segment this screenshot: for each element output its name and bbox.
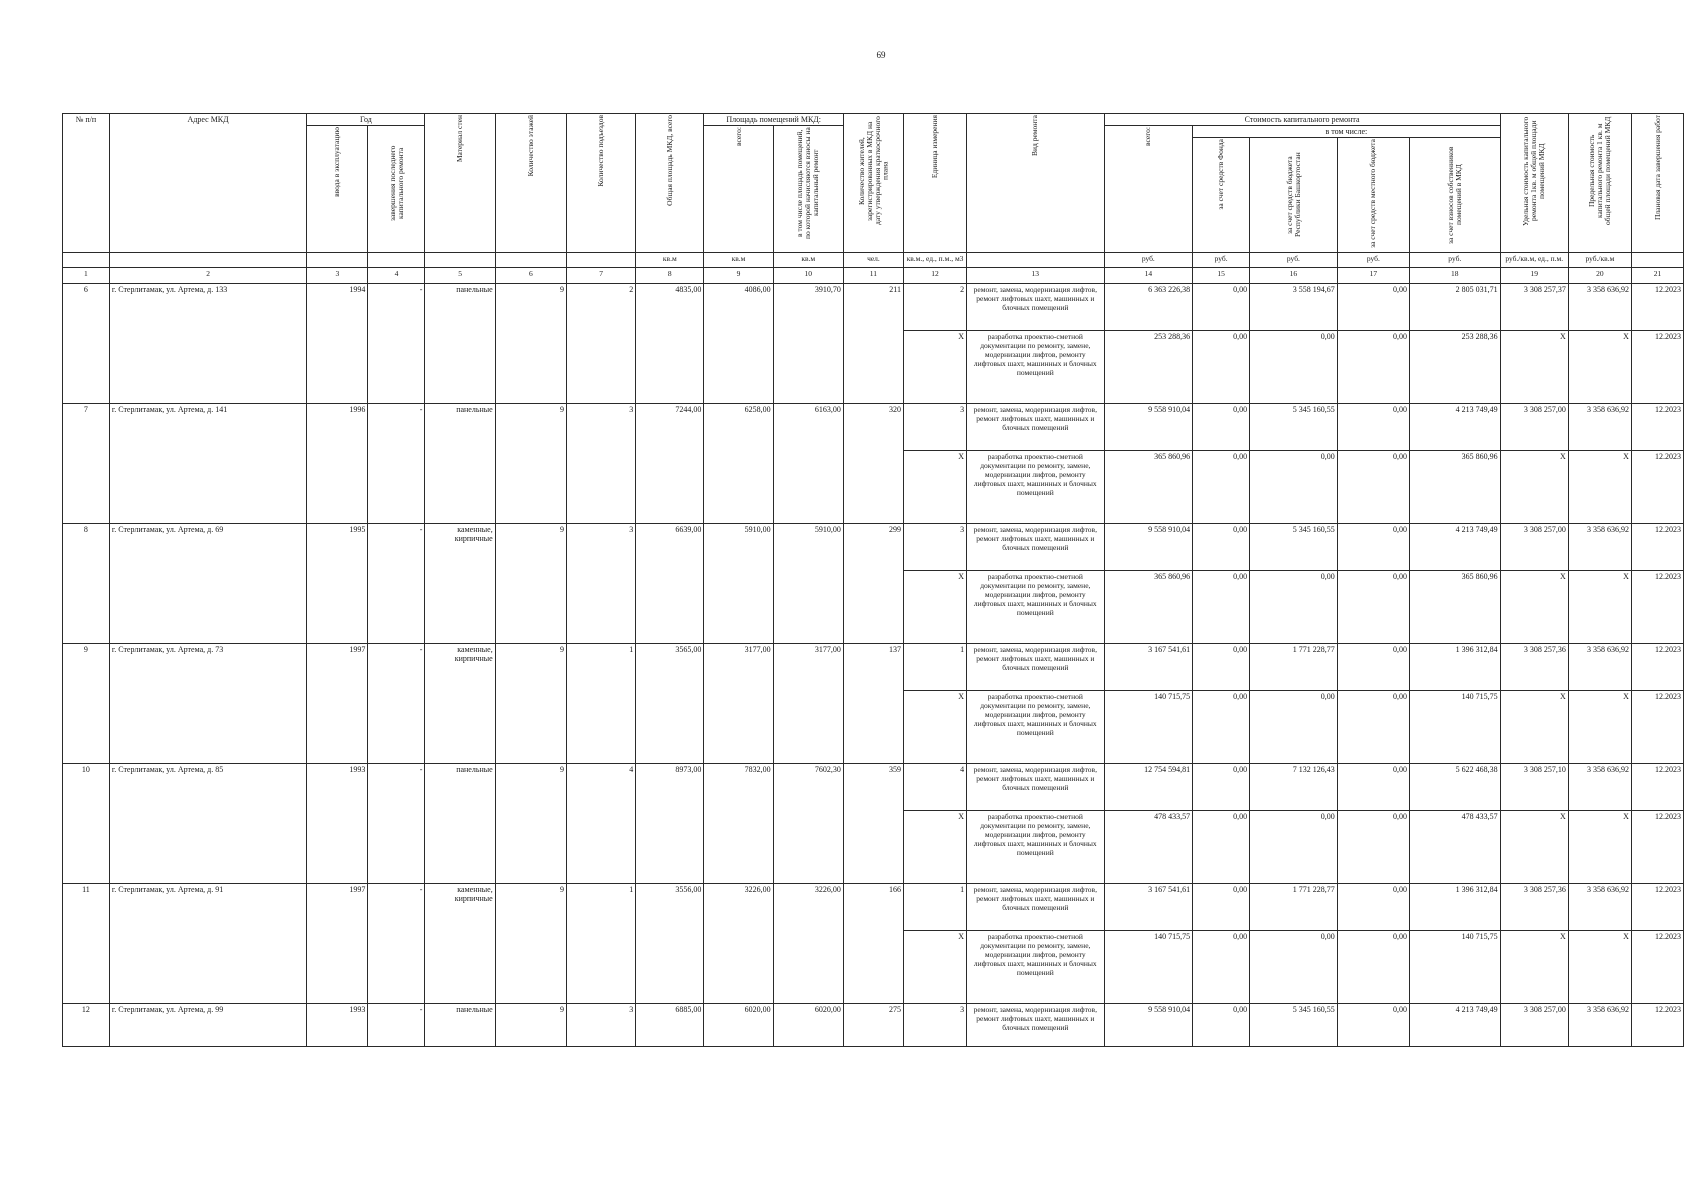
row-number: 6 (63, 284, 110, 404)
cost-max-cell: X (1568, 691, 1631, 764)
entrances-cell: 2 (566, 284, 635, 404)
cost-spec-cell: 3 308 257,10 (1500, 764, 1568, 811)
cost-mb-cell: 0,00 (1337, 1004, 1409, 1047)
col-work-type: Вид ремонта (967, 114, 1104, 253)
cost-date-cell: 12.2023 (1631, 451, 1683, 524)
cost-date-cell: 12.2023 (1631, 284, 1683, 331)
col-premises-total: всего: (704, 126, 773, 253)
entrances-cell: 3 (566, 1004, 635, 1047)
cost-own-cell: 2 805 031,71 (1409, 284, 1500, 331)
address-cell: г. Стерлитамак, ул. Артема, д. 99 (109, 1004, 307, 1047)
work-type-cell: разработка проектно-сметной документации по ремонту, замене, модернизации лифтов, ремонту лифтовых шахт, машинных и блочных помещений (967, 331, 1104, 404)
cost-spec-cell: X (1500, 451, 1568, 524)
work-type-cell: разработка проектно-сметной документации по ремонту, замене, модернизации лифтов, ремонту лифтовых шахт, машинных и блочных помещений (967, 811, 1104, 884)
col-max-cost: Предельная стоимость капитального ремонта 1 кв. м общей площади помещений МКД (1568, 114, 1631, 253)
material-cell: каменные, кирпичные (425, 524, 495, 644)
entrances-cell: 3 (566, 524, 635, 644)
cost-date-cell: 12.2023 (1631, 571, 1683, 644)
cost-fund-cell: 0,00 (1193, 884, 1250, 931)
floors-cell: 9 (495, 524, 566, 644)
column-number-cell: 18 (1409, 268, 1500, 284)
row-number: 9 (63, 644, 110, 764)
premises-cell: 7832,00 (704, 764, 773, 884)
material-cell: панельные (425, 404, 495, 524)
cost-own-cell: 5 622 468,38 (1409, 764, 1500, 811)
cost-mb-cell: 0,00 (1337, 644, 1409, 691)
cost-spec-cell: 3 308 257,37 (1500, 284, 1568, 331)
cost-max-cell: 3 358 636,92 (1568, 524, 1631, 571)
unit-cell: руб. (1250, 253, 1338, 268)
premises-cell: 3226,00 (704, 884, 773, 1004)
unit-cell: руб. (1409, 253, 1500, 268)
entrances-cell: 4 (566, 764, 635, 884)
last-repair-cell: - (368, 1004, 425, 1047)
cost-date-cell: 12.2023 (1631, 691, 1683, 764)
cost-rb-cell: 0,00 (1250, 931, 1338, 1004)
cost-own-cell: 140 715,75 (1409, 691, 1500, 764)
table-row (63, 284, 1684, 331)
column-number-cell: 10 (773, 268, 843, 284)
floors-cell: 9 (495, 884, 566, 1004)
cost-spec-cell: X (1500, 571, 1568, 644)
cost-spec-cell: 3 308 257,36 (1500, 884, 1568, 931)
material-cell: панельные (425, 1004, 495, 1047)
cost-max-cell: 3 358 636,92 (1568, 884, 1631, 931)
unit-cell: руб./кв.м, ед., п.м. (1500, 253, 1568, 268)
unit-value-cell: 2 (903, 284, 966, 331)
capital-repair-table (62, 113, 1684, 1047)
address-cell: г. Стерлитамак, ул. Артема, д. 141 (109, 404, 307, 524)
cost-date-cell: 12.2023 (1631, 404, 1683, 451)
column-number-cell: 21 (1631, 268, 1683, 284)
cost-spec-cell: X (1500, 331, 1568, 404)
cost-total-cell: 3 167 541,61 (1104, 644, 1193, 691)
cost-date-cell: 12.2023 (1631, 764, 1683, 811)
column-number-cell: 20 (1568, 268, 1631, 284)
last-repair-cell: - (368, 884, 425, 1004)
cost-own-cell: 1 396 312,84 (1409, 644, 1500, 691)
cost-fund-cell: 0,00 (1193, 691, 1250, 764)
cost-max-cell: X (1568, 931, 1631, 1004)
unit-value-cell: 4 (903, 764, 966, 811)
work-type-cell: разработка проектно-сметной документации по ремонту, замене, модернизации лифтов, ремонту лифтовых шахт, машинных и блочных помещений (967, 571, 1104, 644)
cost-own-cell: 478 433,57 (1409, 811, 1500, 884)
col-premises-contrib: в том числе площадь помещений, по которой начисляются взносы на капитальный ремонт (773, 126, 843, 253)
cost-total-cell: 6 363 226,38 (1104, 284, 1193, 331)
unit-cell: кв.м., ед., п.м., м3 (903, 253, 966, 268)
year-cell: 1997 (307, 884, 368, 1004)
cost-mb-cell: 0,00 (1337, 884, 1409, 931)
cost-max-cell: X (1568, 571, 1631, 644)
unit-cell: чел. (843, 253, 903, 268)
cost-total-cell: 3 167 541,61 (1104, 884, 1193, 931)
cost-mb-cell: 0,00 (1337, 811, 1409, 884)
contrib-area-cell: 6020,00 (773, 1004, 843, 1047)
cost-mb-cell: 0,00 (1337, 404, 1409, 451)
entrances-cell: 3 (566, 404, 635, 524)
cost-spec-cell: X (1500, 691, 1568, 764)
year-cell: 1996 (307, 404, 368, 524)
column-number-cell: 11 (843, 268, 903, 284)
total-area-cell: 7244,00 (636, 404, 704, 524)
column-number-cell: 15 (1193, 268, 1250, 284)
col-address: Адрес МКД (109, 114, 307, 253)
cost-max-cell: 3 358 636,92 (1568, 404, 1631, 451)
cost-total-cell: 253 288,36 (1104, 331, 1193, 404)
cost-total-cell: 365 860,96 (1104, 451, 1193, 524)
units-row (63, 253, 1684, 268)
cost-spec-cell: 3 308 257,00 (1500, 404, 1568, 451)
table-body (63, 284, 1684, 1047)
unit-cell: кв.м (636, 253, 704, 268)
total-area-cell: 3565,00 (636, 644, 704, 764)
unit-value-cell: X (903, 691, 966, 764)
cost-rb-cell: 0,00 (1250, 571, 1338, 644)
col-incl-group: в том числе: (1193, 126, 1501, 138)
address-cell: г. Стерлитамак, ул. Артема, д. 91 (109, 884, 307, 1004)
row-number: 10 (63, 764, 110, 884)
unit-cell (307, 253, 368, 268)
cost-total-cell: 140 715,75 (1104, 691, 1193, 764)
cost-fund-cell: 0,00 (1193, 284, 1250, 331)
cost-spec-cell: X (1500, 931, 1568, 1004)
table-header (63, 114, 1684, 284)
floors-cell: 9 (495, 404, 566, 524)
cost-max-cell: X (1568, 811, 1631, 884)
col-year-commission: ввода в эксплуатацию (307, 126, 368, 253)
cost-total-cell: 9 558 910,04 (1104, 1004, 1193, 1047)
column-number-cell: 9 (704, 268, 773, 284)
cost-rb-cell: 0,00 (1250, 331, 1338, 404)
col-residents: Количество жителей, зарегистрированных в МКД на дату утверждения краткосрочного плана (843, 114, 903, 253)
contrib-area-cell: 3177,00 (773, 644, 843, 764)
material-cell: каменные, кирпичные (425, 884, 495, 1004)
total-area-cell: 6885,00 (636, 1004, 704, 1047)
col-specific-cost: Удельная стоимость капитального ремонта 1кв. м общей площади помещений МКД (1500, 114, 1568, 253)
premises-cell: 5910,00 (704, 524, 773, 644)
cost-own-cell: 4 213 749,49 (1409, 1004, 1500, 1047)
material-cell: панельные (425, 764, 495, 884)
year-cell: 1993 (307, 1004, 368, 1047)
unit-value-cell: X (903, 811, 966, 884)
cost-total-cell: 365 860,96 (1104, 571, 1193, 644)
total-area-cell: 8973,00 (636, 764, 704, 884)
unit-cell: кв.м (704, 253, 773, 268)
unit-value-cell: X (903, 931, 966, 1004)
material-cell: панельные (425, 284, 495, 404)
address-cell: г. Стерлитамак, ул. Артема, д. 69 (109, 524, 307, 644)
col-year-group: Год (307, 114, 425, 126)
col-cost-group: Стоимость капитального ремонта (1104, 114, 1500, 126)
total-area-cell: 3556,00 (636, 884, 704, 1004)
cost-date-cell: 12.2023 (1631, 644, 1683, 691)
cost-max-cell: X (1568, 331, 1631, 404)
cost-mb-cell: 0,00 (1337, 764, 1409, 811)
cost-rb-cell: 0,00 (1250, 691, 1338, 764)
floors-cell: 9 (495, 284, 566, 404)
cost-mb-cell: 0,00 (1337, 331, 1409, 404)
cost-mb-cell: 0,00 (1337, 451, 1409, 524)
total-area-cell: 6639,00 (636, 524, 704, 644)
year-cell: 1995 (307, 524, 368, 644)
unit-value-cell: 1 (903, 644, 966, 691)
cost-rb-cell: 3 558 194,67 (1250, 284, 1338, 331)
cost-fund-cell: 0,00 (1193, 571, 1250, 644)
work-type-cell: ремонт, замена, модернизация лифтов, ремонт лифтовых шахт, машинных и блочных помещений (967, 884, 1104, 931)
cost-own-cell: 253 288,36 (1409, 331, 1500, 404)
unit-cell (368, 253, 425, 268)
cost-fund-cell: 0,00 (1193, 764, 1250, 811)
cost-date-cell: 12.2023 (1631, 931, 1683, 1004)
col-republic: за счет средств бюджета Республики Башкортостан (1250, 138, 1338, 253)
column-number-cell: 16 (1250, 268, 1338, 284)
cost-date-cell: 12.2023 (1631, 331, 1683, 404)
unit-cell (1631, 253, 1683, 268)
cost-mb-cell: 0,00 (1337, 524, 1409, 571)
row-number: 8 (63, 524, 110, 644)
unit-cell (63, 253, 110, 268)
floors-cell: 9 (495, 644, 566, 764)
cost-max-cell: X (1568, 451, 1631, 524)
unit-cell: руб. (1337, 253, 1409, 268)
col-owners: за счет взносов собственников помещений в МКД (1409, 138, 1500, 253)
column-number-cell: 7 (566, 268, 635, 284)
work-type-cell: разработка проектно-сметной документации по ремонту, замене, модернизации лифтов, ремонту лифтовых шахт, машинных и блочных помещений (967, 451, 1104, 524)
cost-total-cell: 140 715,75 (1104, 931, 1193, 1004)
entrances-cell: 1 (566, 884, 635, 1004)
cost-own-cell: 4 213 749,49 (1409, 524, 1500, 571)
col-unit: Единица измерения (903, 114, 966, 253)
column-number-cell: 4 (368, 268, 425, 284)
contrib-area-cell: 6163,00 (773, 404, 843, 524)
last-repair-cell: - (368, 404, 425, 524)
col-local: за счет средств местного бюджета (1337, 138, 1409, 253)
contrib-area-cell: 3226,00 (773, 884, 843, 1004)
unit-value-cell: 3 (903, 1004, 966, 1047)
residents-cell: 320 (843, 404, 903, 524)
unit-cell: руб. (1193, 253, 1250, 268)
work-type-cell: ремонт, замена, модернизация лифтов, ремонт лифтовых шахт, машинных и блочных помещений (967, 644, 1104, 691)
cost-rb-cell: 0,00 (1250, 811, 1338, 884)
cost-fund-cell: 0,00 (1193, 644, 1250, 691)
last-repair-cell: - (368, 764, 425, 884)
unit-cell (495, 253, 566, 268)
unit-cell (425, 253, 495, 268)
cost-total-cell: 12 754 594,81 (1104, 764, 1193, 811)
cost-fund-cell: 0,00 (1193, 931, 1250, 1004)
address-cell: г. Стерлитамак, ул. Артема, д. 85 (109, 764, 307, 884)
table-row (63, 524, 1684, 571)
column-number-cell: 5 (425, 268, 495, 284)
cost-fund-cell: 0,00 (1193, 404, 1250, 451)
table-row (63, 884, 1684, 931)
residents-cell: 166 (843, 884, 903, 1004)
cost-fund-cell: 0,00 (1193, 524, 1250, 571)
column-number-cell: 1 (63, 268, 110, 284)
cost-rb-cell: 5 345 160,55 (1250, 524, 1338, 571)
cost-total-cell: 9 558 910,04 (1104, 404, 1193, 451)
cost-own-cell: 365 860,96 (1409, 571, 1500, 644)
col-wall-material: Материал стен (425, 114, 495, 253)
column-number-cell: 17 (1337, 268, 1409, 284)
cost-mb-cell: 0,00 (1337, 571, 1409, 644)
cost-spec-cell: 3 308 257,00 (1500, 524, 1568, 571)
contrib-area-cell: 5910,00 (773, 524, 843, 644)
column-number-cell: 14 (1104, 268, 1193, 284)
row-number: 12 (63, 1004, 110, 1047)
floors-cell: 9 (495, 764, 566, 884)
col-premises-group: Площадь помещений МКД: (704, 114, 843, 126)
unit-value-cell: X (903, 451, 966, 524)
column-number-cell: 19 (1500, 268, 1568, 284)
unit-cell (109, 253, 307, 268)
cost-rb-cell: 7 132 126,43 (1250, 764, 1338, 811)
cost-rb-cell: 1 771 228,77 (1250, 884, 1338, 931)
premises-cell: 6020,00 (704, 1004, 773, 1047)
cost-fund-cell: 0,00 (1193, 1004, 1250, 1047)
cost-fund-cell: 0,00 (1193, 811, 1250, 884)
work-type-cell: разработка проектно-сметной документации по ремонту, замене, модернизации лифтов, ремонту лифтовых шахт, машинных и блочных помещений (967, 691, 1104, 764)
cost-fund-cell: 0,00 (1193, 451, 1250, 524)
col-entrances: Количество подъездов (566, 114, 635, 253)
column-number-cell: 6 (495, 268, 566, 284)
table-row (63, 1004, 1684, 1047)
last-repair-cell: - (368, 524, 425, 644)
floors-cell: 9 (495, 1004, 566, 1047)
cost-date-cell: 12.2023 (1631, 811, 1683, 884)
unit-value-cell: X (903, 331, 966, 404)
cost-spec-cell: 3 308 257,00 (1500, 1004, 1568, 1047)
unit-cell (967, 253, 1104, 268)
entrances-cell: 1 (566, 644, 635, 764)
column-number-cell: 13 (967, 268, 1104, 284)
cost-mb-cell: 0,00 (1337, 691, 1409, 764)
year-cell: 1993 (307, 764, 368, 884)
col-deadline: Плановая дата завершения работ (1631, 114, 1683, 253)
year-cell: 1994 (307, 284, 368, 404)
unit-value-cell: 1 (903, 884, 966, 931)
cost-total-cell: 478 433,57 (1104, 811, 1193, 884)
col-total-area: Общая площадь МКД, всего (636, 114, 704, 253)
column-number-cell: 2 (109, 268, 307, 284)
table-row (63, 644, 1684, 691)
column-number-cell: 3 (307, 268, 368, 284)
work-type-cell: разработка проектно-сметной документации по ремонту, замене, модернизации лифтов, ремонту лифтовых шахт, машинных и блочных помещений (967, 931, 1104, 1004)
last-repair-cell: - (368, 644, 425, 764)
cost-rb-cell: 1 771 228,77 (1250, 644, 1338, 691)
row-number: 7 (63, 404, 110, 524)
total-area-cell: 4835,00 (636, 284, 704, 404)
cost-mb-cell: 0,00 (1337, 931, 1409, 1004)
premises-cell: 6258,00 (704, 404, 773, 524)
column-number-cell: 8 (636, 268, 704, 284)
cost-max-cell: 3 358 636,92 (1568, 284, 1631, 331)
col-floors: Количество этажей (495, 114, 566, 253)
cost-date-cell: 12.2023 (1631, 524, 1683, 571)
cost-own-cell: 140 715,75 (1409, 931, 1500, 1004)
col-cost-total: всего: (1104, 126, 1193, 253)
address-cell: г. Стерлитамак, ул. Артема, д. 133 (109, 284, 307, 404)
work-type-cell: ремонт, замена, модернизация лифтов, ремонт лифтовых шахт, машинных и блочных помещений (967, 524, 1104, 571)
unit-cell: руб./кв.м (1568, 253, 1631, 268)
material-cell: каменные, кирпичные (425, 644, 495, 764)
residents-cell: 137 (843, 644, 903, 764)
contrib-area-cell: 7602,30 (773, 764, 843, 884)
residents-cell: 211 (843, 284, 903, 404)
cost-rb-cell: 5 345 160,55 (1250, 1004, 1338, 1047)
col-year-last-repair: завершения последнего капитального ремонта (368, 126, 425, 253)
residents-cell: 299 (843, 524, 903, 644)
cost-mb-cell: 0,00 (1337, 284, 1409, 331)
page-number: 69 (876, 50, 886, 60)
cost-spec-cell: X (1500, 811, 1568, 884)
unit-cell (566, 253, 635, 268)
cost-rb-cell: 0,00 (1250, 451, 1338, 524)
col-fund: за счет средств Фонда (1193, 138, 1250, 253)
cost-rb-cell: 5 345 160,55 (1250, 404, 1338, 451)
work-type-cell: ремонт, замена, модернизация лифтов, ремонт лифтовых шахт, машинных и блочных помещений (967, 1004, 1104, 1047)
cost-max-cell: 3 358 636,92 (1568, 644, 1631, 691)
cost-own-cell: 4 213 749,49 (1409, 404, 1500, 451)
column-numbers-row (63, 268, 1684, 284)
last-repair-cell: - (368, 284, 425, 404)
work-type-cell: ремонт, замена, модернизация лифтов, ремонт лифтовых шахт, машинных и блочных помещений (967, 404, 1104, 451)
cost-total-cell: 9 558 910,04 (1104, 524, 1193, 571)
premises-cell: 3177,00 (704, 644, 773, 764)
cost-own-cell: 1 396 312,84 (1409, 884, 1500, 931)
cost-date-cell: 12.2023 (1631, 884, 1683, 931)
residents-cell: 359 (843, 764, 903, 884)
cost-date-cell: 12.2023 (1631, 1004, 1683, 1047)
year-cell: 1997 (307, 644, 368, 764)
work-type-cell: ремонт, замена, модернизация лифтов, ремонт лифтовых шахт, машинных и блочных помещений (967, 764, 1104, 811)
contrib-area-cell: 3910,70 (773, 284, 843, 404)
row-number: 11 (63, 884, 110, 1004)
table-row (63, 764, 1684, 811)
unit-value-cell: X (903, 571, 966, 644)
residents-cell: 275 (843, 1004, 903, 1047)
cost-own-cell: 365 860,96 (1409, 451, 1500, 524)
column-number-cell: 12 (903, 268, 966, 284)
cost-spec-cell: 3 308 257,36 (1500, 644, 1568, 691)
address-cell: г. Стерлитамак, ул. Артема, д. 73 (109, 644, 307, 764)
premises-cell: 4086,00 (704, 284, 773, 404)
unit-cell: кв.м (773, 253, 843, 268)
work-type-cell: ремонт, замена, модернизация лифтов, ремонт лифтовых шахт, машинных и блочных помещений (967, 284, 1104, 331)
table-row (63, 404, 1684, 451)
cost-max-cell: 3 358 636,92 (1568, 1004, 1631, 1047)
unit-cell: руб. (1104, 253, 1193, 268)
unit-value-cell: 3 (903, 524, 966, 571)
cost-max-cell: 3 358 636,92 (1568, 764, 1631, 811)
col-no: № п/п (63, 114, 110, 253)
cost-fund-cell: 0,00 (1193, 331, 1250, 404)
unit-value-cell: 3 (903, 404, 966, 451)
